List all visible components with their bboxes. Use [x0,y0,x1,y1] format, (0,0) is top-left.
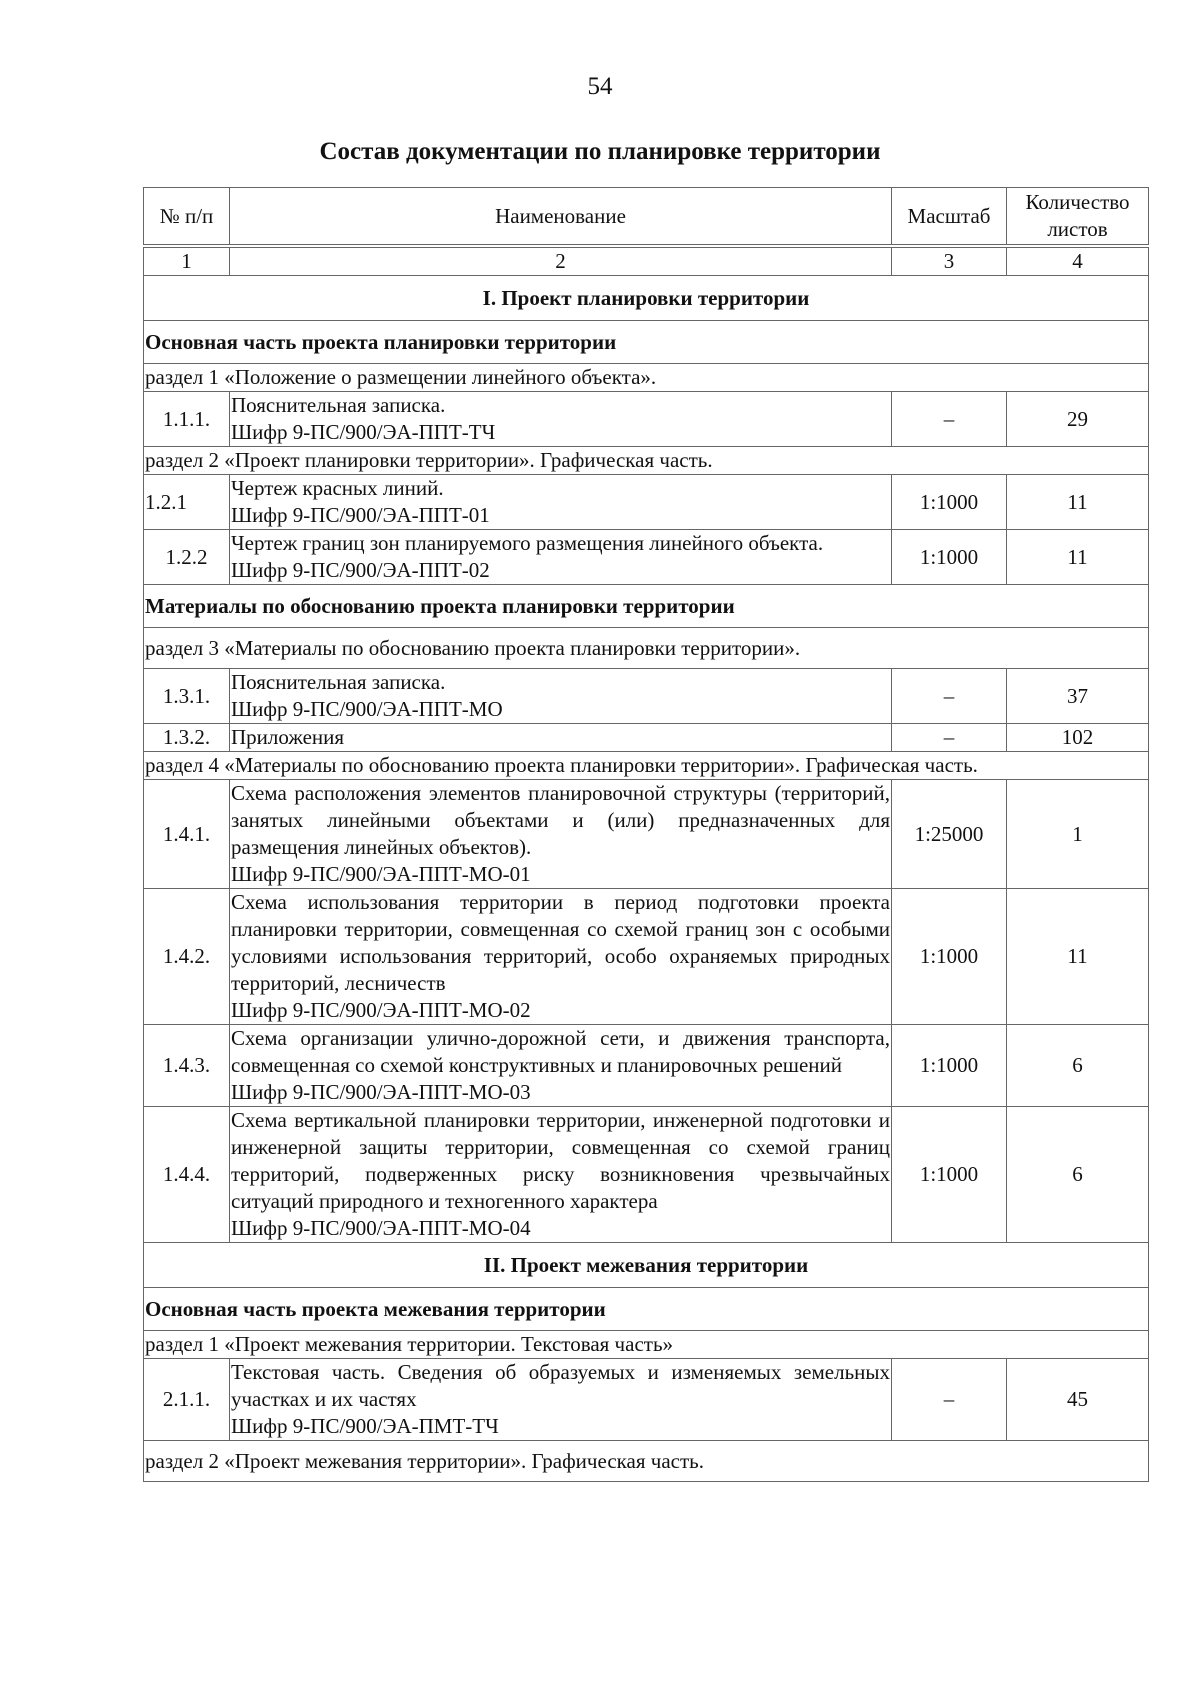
row-name-text: Схема использования территории в период подготовки проекта планировки территории, совмещенная со схемой границ зон с особыми условиями использования территорий, особо охраняемых природных территорий, лесничеств [231,890,890,995]
razdel-row [144,1331,1149,1359]
row-name [230,475,892,530]
part-heading-row [144,321,1149,364]
row-num: 1.4.4. [144,1107,230,1243]
row-cipher: Шифр 9-ПС/900/ЭА-ППТ-01 [231,503,490,527]
section-heading-row [144,1243,1149,1288]
table-row [144,530,1149,585]
row-scale: – [892,392,1007,447]
row-scale: 1:1000 [892,889,1007,1025]
table-row [144,1359,1149,1441]
row-count: 11 [1007,475,1149,530]
section-heading: I. Проект планировки территории [144,276,1149,321]
part-heading: Основная часть проекта планировки территории [144,321,1149,364]
row-name-text: Пояснительная записка. [231,670,446,694]
row-scale: 1:1000 [892,475,1007,530]
table-row [144,669,1149,724]
page-number: 54 [587,73,613,100]
table-row [144,724,1149,752]
table-row [144,780,1149,889]
row-count: 1 [1007,780,1149,889]
part-heading: Материалы по обоснованию проекта планировки территории [144,585,1149,628]
table-header-row [144,188,1149,245]
row-scale: 1:1000 [892,1025,1007,1107]
row-count: 11 [1007,889,1149,1025]
header-count [1007,188,1149,245]
razdel-row [144,752,1149,780]
row-cipher: Шифр 9-ПС/900/ЭА-ППТ-ТЧ [231,420,496,444]
row-scale: – [892,724,1007,752]
table-row [144,1107,1149,1243]
razdel-row [144,1441,1149,1482]
header-count-line1: Количество [1025,190,1130,214]
section-heading: II. Проект межевания территории [144,1243,1149,1288]
row-name-text: Схема вертикальной планировки территории, инженерной подготовки и инженерной защиты территории, совмещенная со схемой границ территорий, подверженных риску возникновения чрезвычайных ситуаций природного и техногенного характера [231,1108,890,1213]
row-cipher: Шифр 9-ПС/900/ЭА-ППТ-МО-04 [231,1216,531,1240]
row-cipher: Шифр 9-ПС/900/ЭА-ППТ-02 [231,558,490,582]
row-count: 6 [1007,1025,1149,1107]
row-name-text: Приложения [231,725,345,749]
column-number: 4 [1007,248,1149,276]
razdel-row [144,364,1149,392]
part-heading-row [144,585,1149,628]
razdel-label: раздел 2 «Проект планировки территории». Графическая часть. [144,447,1149,475]
razdel-label: раздел 3 «Материалы по обоснованию проекта планировки территории». [144,628,1149,669]
row-cipher: Шифр 9-ПС/900/ЭА-ППТ-МО [231,697,503,721]
table-row [144,1025,1149,1107]
column-number: 2 [230,248,892,276]
part-heading-row [144,1288,1149,1331]
row-scale: – [892,669,1007,724]
row-num: 1.4.3. [144,1025,230,1107]
row-num: 1.3.2. [144,724,230,752]
razdel-row [144,447,1149,475]
row-name [230,1359,892,1441]
table-row [144,475,1149,530]
row-scale: – [892,1359,1007,1441]
row-count: 102 [1007,724,1149,752]
row-name-text: Пояснительная записка. [231,393,446,417]
row-cipher: Шифр 9-ПС/900/ЭА-ПМТ-ТЧ [231,1414,499,1438]
row-name [230,1025,892,1107]
row-count: 11 [1007,530,1149,585]
column-number: 3 [892,248,1007,276]
row-scale: 1:25000 [892,780,1007,889]
razdel-row [144,628,1149,669]
row-name [230,724,892,752]
razdel-label: раздел 2 «Проект межевания территории». Графическая часть. [144,1441,1149,1482]
row-name [230,1107,892,1243]
row-name [230,530,892,585]
row-name [230,669,892,724]
table-row [144,392,1149,447]
row-name [230,780,892,889]
row-name-text: Текстовая часть. Сведения об образуемых и изменяемых земельных участках и их частях [231,1360,890,1411]
razdel-label: раздел 1 «Проект межевания территории. Текстовая часть» [144,1331,1149,1359]
column-number-row [144,248,1149,276]
row-name-text: Чертеж красных линий. [231,476,444,500]
row-count: 29 [1007,392,1149,447]
row-cipher: Шифр 9-ПС/900/ЭА-ППТ-МО-02 [231,998,531,1022]
razdel-label: раздел 4 «Материалы по обоснованию проекта планировки территории». Графическая часть. [144,752,1149,780]
row-count: 6 [1007,1107,1149,1243]
row-num: 1.4.1. [144,780,230,889]
row-num: 1.1.1. [144,392,230,447]
row-num: 2.1.1. [144,1359,230,1441]
row-name-text: Схема расположения элементов планировочной структуры (территорий, занятых линейными объектами и (или) предназначенных для размещения линейных объектов). [231,781,890,859]
header-num: № п/п [144,188,230,245]
row-num: 1.3.1. [144,669,230,724]
header-scale: Масштаб [892,188,1007,245]
row-num: 1.4.2. [144,889,230,1025]
header-name: Наименование [230,188,892,245]
razdel-label: раздел 1 «Положение о размещении линейного объекта». [144,364,1149,392]
row-cipher: Шифр 9-ПС/900/ЭА-ППТ-МО-03 [231,1080,531,1104]
row-count: 37 [1007,669,1149,724]
row-cipher: Шифр 9-ПС/900/ЭА-ППТ-МО-01 [231,862,531,886]
row-scale: 1:1000 [892,530,1007,585]
row-num: 1.2.2 [144,530,230,585]
column-number: 1 [144,248,230,276]
part-heading: Основная часть проекта межевания территории [144,1288,1149,1331]
header-count-line2: листов [1047,217,1108,241]
row-name-text: Чертеж границ зон планируемого размещения линейного объекта. [231,531,824,555]
row-num: 1.2.1 [144,475,230,530]
row-name [230,392,892,447]
row-name [230,889,892,1025]
section-heading-row [144,276,1149,321]
documentation-table [143,187,1149,1482]
page-title: Состав документации по планировке территории [319,138,881,165]
row-name-text: Схема организации улично-дорожной сети, и движения транспорта, совмещенная со схемой конструктивных и планировочных решений [231,1026,890,1077]
row-count: 45 [1007,1359,1149,1441]
row-scale: 1:1000 [892,1107,1007,1243]
table-row [144,889,1149,1025]
